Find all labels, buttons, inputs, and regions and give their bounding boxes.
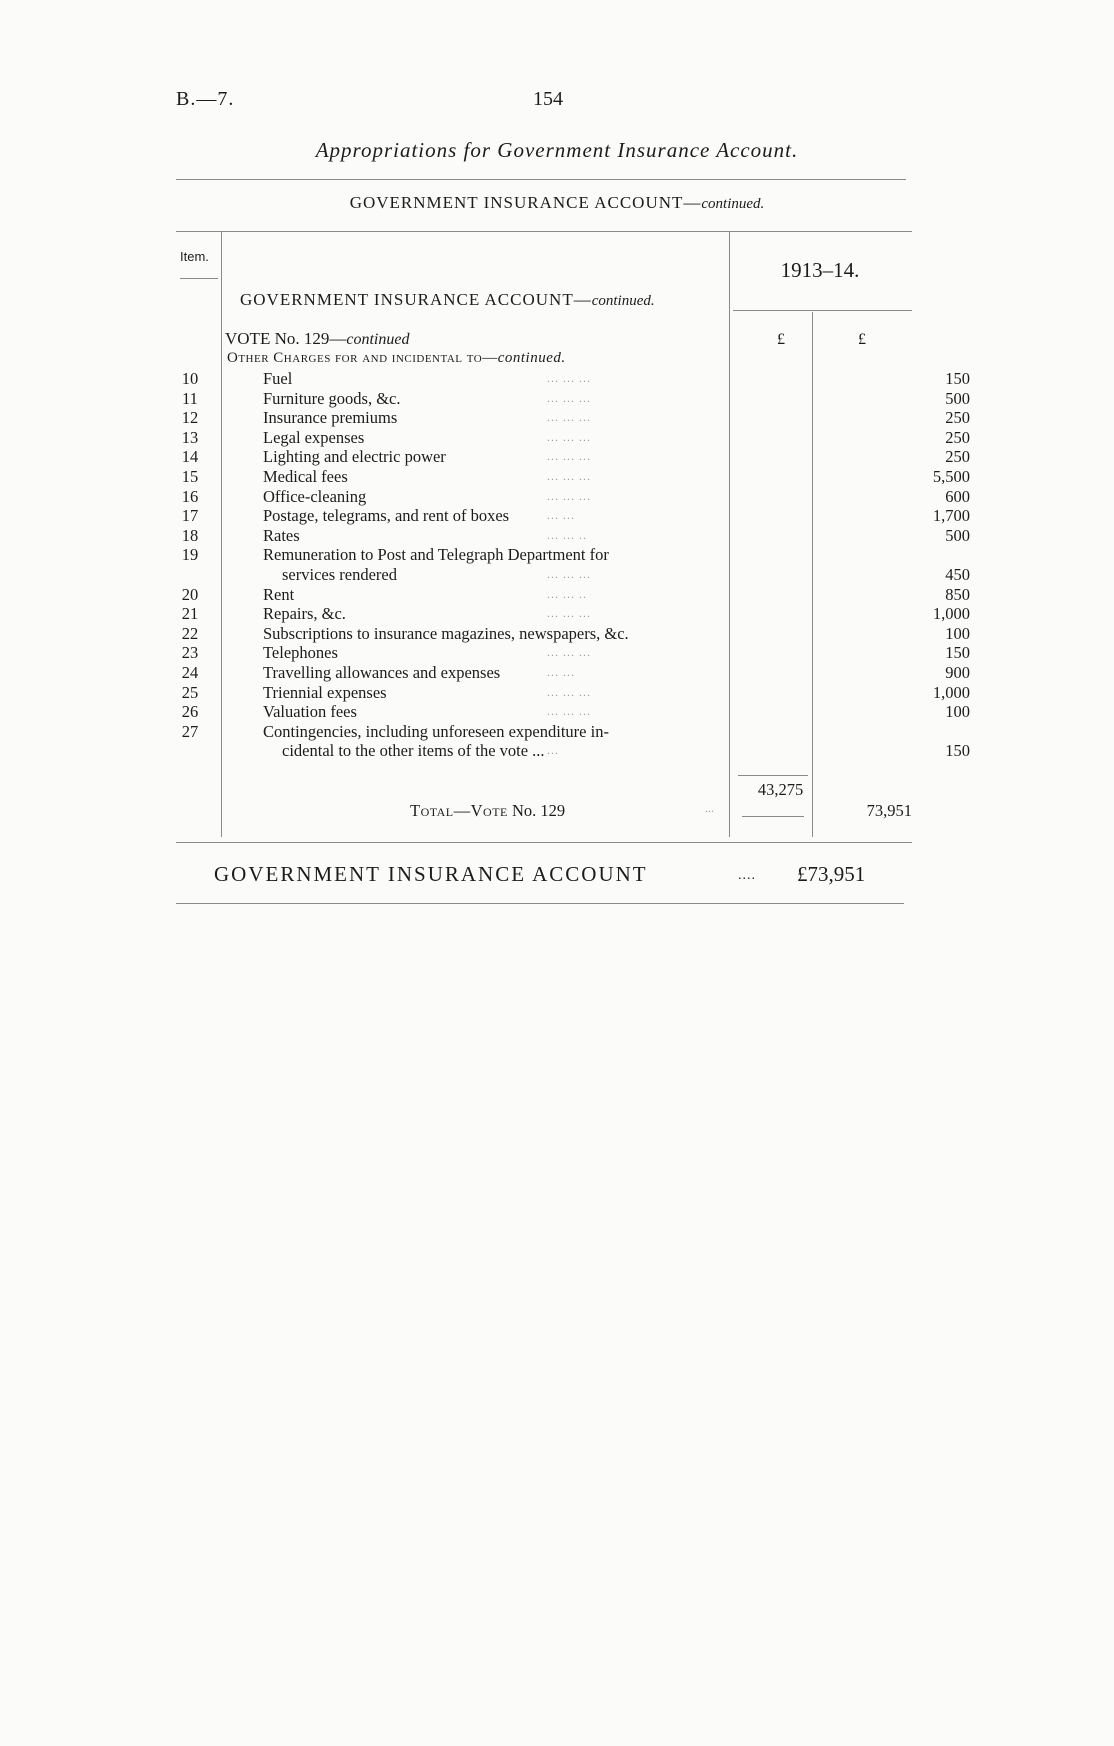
table-row [170,604,970,624]
row-description: Subscriptions to insurance magazines, newspapers, &c. [263,623,629,643]
row-item-number: 13 [181,427,199,447]
table-row [170,643,970,663]
summary-title: GOVERNMENT INSURANCE ACCOUNT [214,862,648,886]
row-amount: 1,700 [932,506,970,526]
table-row [170,427,970,448]
page-subtitle: Appropriations for Government Insurance Account. [315,138,799,162]
row-amount: 150 [945,741,970,761]
item-header-underline [180,278,218,279]
row-amount: 5,500 [932,466,970,486]
currency-symbol-totals: £ [858,331,866,348]
row-item-number: 11 [182,388,198,408]
row-leader-dots: ... ... .. [547,527,587,542]
description-column-header-text: GOVERNMENT INSURANCE ACCOUNT— [240,290,592,309]
table-row [170,525,970,546]
section-heading-text: GOVERNMENT INSURANCE ACCOUNT— [349,193,702,212]
row-description: Valuation fees [263,702,357,722]
table-row [170,584,970,605]
row-item-number: 16 [181,486,199,506]
row-description: Telephones [263,643,338,663]
row-description: services rendered [282,564,397,584]
row-amount: 250 [945,427,970,447]
table-row [170,408,970,428]
row-amount: 500 [945,525,970,545]
section-heading-continued: continued. [701,196,765,212]
year-column-header: 1913–14. [780,258,860,282]
item-column-header: Item. [180,249,209,264]
subtotal-rule [738,775,808,776]
row-description: Contingencies, including unforeseen expenditure in- [263,721,609,741]
year-header-underline [733,310,912,311]
summary-leader-dots: .... [738,868,756,883]
charges-subheading-text: Other Charges for and incidental to— [227,350,498,366]
description-column-header-continued: continued. [591,293,655,309]
row-leader-dots: ... ... ... [547,488,591,503]
row-item-number: 12 [181,408,199,428]
row-leader-dots: ... ... ... [547,429,591,444]
row-description: cidental to the other items of the vote ... [282,741,545,761]
vote-heading-text: VOTE No. 129— [225,329,347,348]
table-row [170,702,970,722]
row-amount: 150 [945,643,970,663]
row-item-number: 21 [181,604,199,624]
subtotal-amount: 43,275 [757,780,804,799]
row-description: Postage, telegrams, and rent of boxes [263,506,510,526]
table-row [170,388,970,409]
total-label [410,801,565,821]
row-leader-dots: ... ... ... [547,684,591,699]
table-row [170,545,810,565]
document-reference: B.—7. [176,88,235,110]
total-label-vote-number: No. 129 [507,801,566,820]
summary-amount: £73,951 [797,862,866,886]
row-amount: 450 [945,564,970,584]
vote-heading [225,329,409,349]
row-description: Travelling allowances and expenses [263,662,501,682]
table-row [170,682,970,703]
row-amount: 850 [945,584,970,604]
row-leader-dots: ... ... ... [547,449,591,464]
row-leader-dots: ... ... [547,508,575,523]
table-rule-bottom [176,842,912,843]
row-item-number: 26 [181,702,199,722]
row-amount: 250 [945,447,970,467]
table-row [170,662,970,683]
row-description: Legal expenses [263,427,365,447]
row-item-number: 19 [181,545,199,565]
total-label-text: Total—Vote [410,801,508,820]
row-leader-dots: ... ... ... [547,468,591,483]
row-amount: 150 [945,369,970,388]
row-leader-dots: ... ... ... [547,606,591,621]
row-item-number: 15 [181,466,199,486]
row-item-number: 25 [181,682,199,702]
currency-symbol-items: £ [777,331,785,348]
table-row [170,564,970,585]
description-column-header [240,290,655,310]
row-amount: 500 [945,388,970,408]
row-description: Insurance premiums [263,408,398,428]
row-description: Rates [263,525,300,545]
subtotal-underline [742,816,804,817]
row-item-number: 24 [181,662,199,682]
row-amount: 250 [945,408,970,428]
row-leader-dots: ... ... .. [547,586,587,601]
page-number: 154 [533,88,563,110]
row-amount: 1,000 [932,682,970,702]
total-leader-dots: ... [705,801,714,815]
row-amount: 1,000 [932,604,970,624]
table-row [170,506,970,526]
table-row [170,486,970,507]
table-body [170,369,970,761]
row-description: Triennial expenses [263,682,387,702]
row-description: Medical fees [263,466,348,486]
row-item-number: 27 [181,721,199,741]
table-row [170,447,970,467]
row-leader-dots: ... ... ... [547,390,591,405]
table-row [170,466,970,487]
row-leader-dots: ... ... ... [547,410,591,425]
row-description: Fuel [263,369,293,388]
table-rule-top [176,231,912,232]
row-item-number: 23 [181,643,199,663]
row-leader-dots: ... ... [547,664,575,679]
table-row [170,369,970,389]
rule-bottom [176,903,904,904]
rule-top [176,179,906,180]
total-amount: 73,951 [866,801,912,820]
row-item-number: 20 [181,584,199,604]
row-amount: 600 [945,486,970,506]
charges-subheading [227,350,566,367]
row-leader-dots: ... ... ... [547,704,591,719]
row-description: Remuneration to Post and Telegraph Department for [263,545,609,565]
row-description: Repairs, &c. [263,604,346,624]
vote-heading-continued: continued [346,331,410,348]
section-heading [0,193,1114,213]
row-item-number: 22 [181,623,199,643]
row-item-number: 17 [181,506,199,526]
row-description: Rent [263,584,295,604]
table-row [170,722,810,742]
row-leader-dots: ... ... ... [547,371,591,385]
row-leader-dots: ... ... ... [547,645,591,660]
row-item-number: 14 [181,447,199,467]
row-leader-dots: ... [547,743,559,758]
row-amount: 900 [945,662,970,682]
row-item-number: 18 [181,525,199,545]
row-description: Lighting and electric power [263,447,446,467]
row-description: Furniture goods, &c. [263,388,401,408]
row-item-number: 10 [181,369,199,388]
row-amount: 100 [945,623,970,643]
row-description: Office-cleaning [263,486,367,506]
charges-subheading-continued: continued. [497,350,566,366]
row-amount: 100 [945,702,970,722]
table-row [170,623,970,644]
table-row [170,741,970,761]
row-leader-dots: ... ... ... [547,566,591,581]
